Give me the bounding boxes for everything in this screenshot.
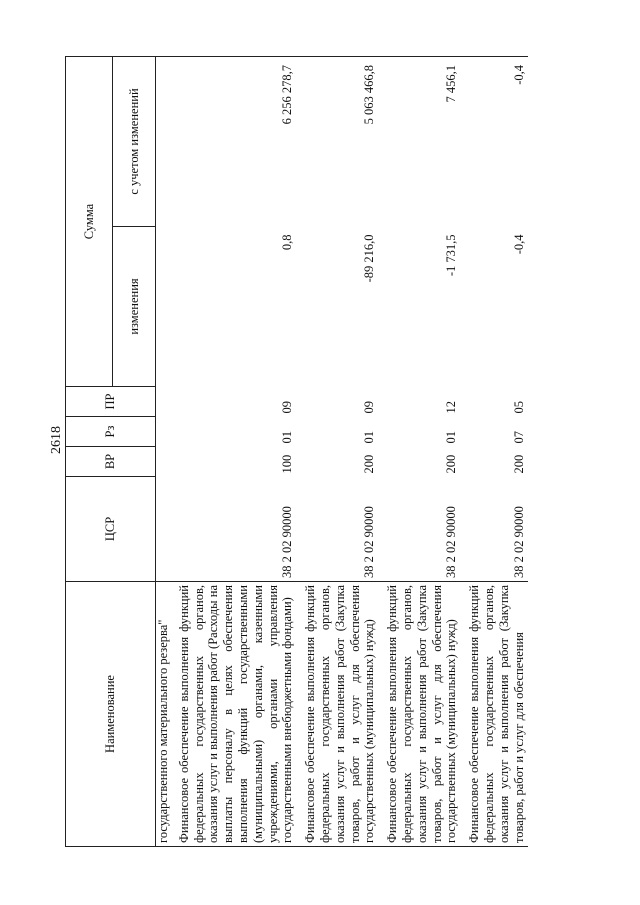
continuation-row <box>156 57 171 847</box>
row-total: 7 456,1 <box>379 57 461 227</box>
row-vr: 100 <box>280 454 295 474</box>
header-sum: Сумма <box>66 57 113 387</box>
row-vr: 200 <box>511 454 526 474</box>
header-with-changes: с учетом изменений <box>113 57 156 227</box>
row-csr: 38 2 02 90000 <box>444 506 459 578</box>
row-change: 0,8 <box>280 234 295 251</box>
header-row-top <box>66 57 113 847</box>
row-name: Финансовое обеспечение выполнения функций федеральных государственных органов, оказания услуг и выполнения работ (Расходы на выплаты персоналу в целях обеспечения выполнения функций государственными (муниципальными) органами, казенными учреждениями, органами управления государственными внебюджетными фондами) <box>171 582 297 847</box>
row-vr: 200 <box>362 454 377 474</box>
row-vr: 200 <box>444 454 459 474</box>
header-name: Наименование <box>66 582 156 847</box>
row-csr: 38 2 02 90000 <box>511 506 526 578</box>
row-pr: 09 <box>280 401 295 414</box>
row-total: 6 256 278,7 <box>171 57 297 227</box>
row-total: -0,4 <box>461 57 528 227</box>
row-rz: 01 <box>362 431 377 444</box>
header-change: изменения <box>113 227 156 387</box>
row-name: Финансовое обеспечение выполнения функций федеральных государственных органов, оказания услуг и выполнения работ (Закупка товаров, работ и услуг для обеспечения государственных (муниципальных) нужд) <box>379 582 461 847</box>
row-rz: 07 <box>511 431 526 444</box>
header-vr: ВР <box>66 447 156 477</box>
row-pr: 12 <box>444 401 459 414</box>
table-row <box>171 57 297 847</box>
row-rz: 01 <box>444 431 459 444</box>
row-csr: 38 2 02 90000 <box>362 506 377 578</box>
row-total: 5 063 466,8 <box>297 57 379 227</box>
header-csr: ЦСР <box>66 477 156 582</box>
row-change: -0,4 <box>511 234 526 255</box>
row-pr: 05 <box>511 401 526 414</box>
row-rz: 01 <box>280 431 295 444</box>
row-change: -1 731,5 <box>444 234 459 277</box>
table-row <box>461 57 528 847</box>
header-rz: Рз <box>66 417 156 447</box>
row-name: Финансовое обеспечение выполнения функций федеральных государственных органов, оказания услуг и выполнения работ (Закупка товаров, работ и услуг для обеспечения государственных (муниципальных) нужд) <box>297 582 379 847</box>
row-name: Финансовое обеспечение выполнения функций федеральных государственных органов, оказания услуг и выполнения работ (Закупка товаров, работ и услуг для обеспечения <box>461 582 528 847</box>
rotated-page-content <box>65 57 570 847</box>
table-row <box>379 57 461 847</box>
budget-table <box>65 56 528 847</box>
row-change: -89 216,0 <box>362 234 377 283</box>
page-number: 2618 <box>49 426 64 454</box>
table-row <box>297 57 379 847</box>
continuation-text: государственного материального резерва" <box>156 582 171 847</box>
header-pr: ПР <box>66 387 156 417</box>
row-csr: 38 2 02 90000 <box>280 506 295 578</box>
row-pr: 09 <box>362 401 377 414</box>
